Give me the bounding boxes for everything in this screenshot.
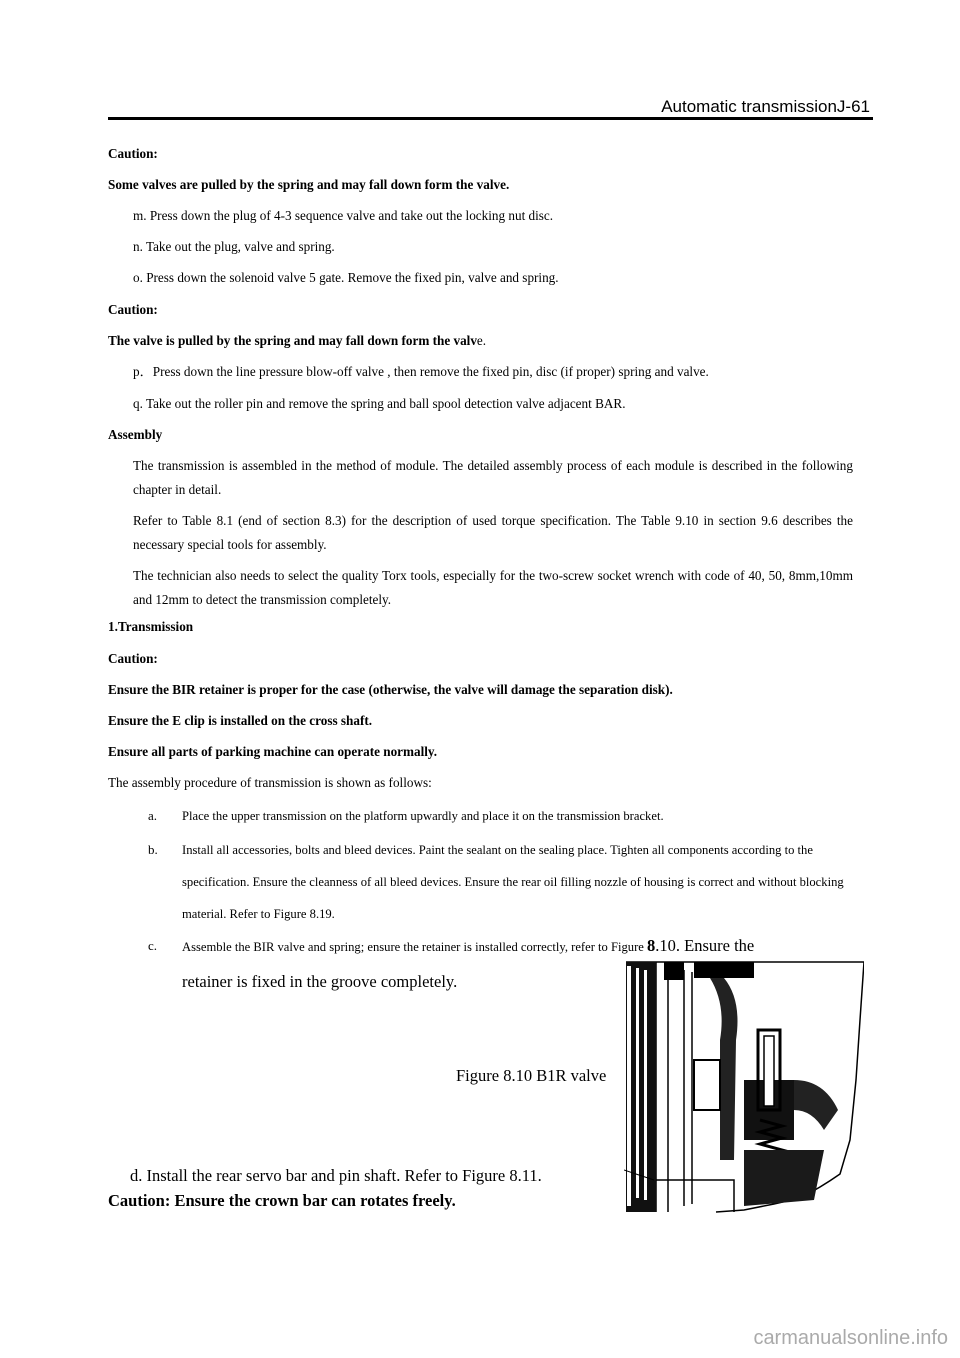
step-p: p．Press down the line pressure blow-off valve , then remove the fixed pin, disc (if proper) spring and valve. — [133, 364, 709, 379]
step-m: m. Press down the plug of 4-3 sequence valve and take out the locking nut disc. — [133, 208, 554, 223]
caution-text: Some valves are pulled by the spring and may fall down form the valve. — [108, 177, 510, 192]
step-q: q. Take out the roller pin and remove the spring and ball spool detection valve adjacent BAR. — [133, 396, 626, 411]
watermark: carmanualsonline.info — [753, 1327, 948, 1349]
section-heading-assembly: Assembly — [108, 427, 163, 442]
paragraph: Refer to Table 8.1 (end of section 8.3) for the description of used torque specification. The Table 9.10 in section 9.6 describes the necessary special tools for assembly. — [133, 513, 853, 552]
caution-heading: Caution: — [108, 651, 158, 666]
paragraph: The technician also needs to select the quality Torx tools, especially for the two-screw socket wrench with code of 40, 50, 8mm,10mm and 12mm to detect the transmission completely. — [133, 568, 853, 607]
caution-text: The valve is pulled by the spring and may fall down form the valve. — [108, 333, 487, 348]
page-header: Automatic transmissionJ-61 — [661, 97, 870, 116]
step-n: n. Take out the plug, valve and spring. — [133, 239, 335, 254]
list-label: c. — [148, 938, 158, 953]
procedure-intro: The assembly procedure of transmission is shown as follows: — [108, 775, 432, 790]
paragraph: The transmission is assembled in the method of module. The detailed assembly process of each module is described in the following chapter in detail. — [133, 458, 853, 497]
list-item-continued: retainer is fixed in the groove completely. — [182, 972, 458, 991]
section-heading-transmission: 1.Transmission — [108, 619, 194, 634]
caution-heading: Caution: — [108, 146, 158, 161]
list-item: Place the upper transmission on the platform upwardly and place it on the transmission bracket. — [182, 809, 664, 823]
caution-text: Ensure all parts of parking machine can operate normally. — [108, 744, 438, 759]
figure-caption: Figure 8.10 B1R valve — [456, 1066, 607, 1085]
caution-final: Caution: Ensure the crown bar can rotates freely. — [108, 1191, 456, 1210]
caution-text: Ensure the BIR retainer is proper for the case (otherwise, the valve will damage the separation disk). — [108, 682, 673, 697]
list-label: b. — [148, 842, 158, 857]
step-d: d. Install the rear servo bar and pin shaft. Refer to Figure 8.11. — [130, 1166, 542, 1185]
step-o: o. Press down the solenoid valve 5 gate. Remove the fixed pin, valve and spring. — [133, 270, 559, 285]
list-item: Assemble the BIR valve and spring; ensure the retainer is installed correctly, refer to Figure 8.10. Ensure the — [182, 936, 755, 955]
b1r-valve-figure — [624, 960, 864, 1215]
caution-heading: Caution: — [108, 302, 158, 317]
header-rule — [108, 117, 873, 120]
list-label: a. — [148, 808, 158, 823]
list-item: Install all accessories, bolts and bleed devices. Paint the sealant on the sealing place. Tighten all components according to the specification. Ensure the cleanness of all bleed devices. Ensure the rear oil filling nozzle of housing is correct and without blocking material. Refer to Figure 8.19. — [182, 843, 844, 921]
caution-text: Ensure the E clip is installed on the cross shaft. — [108, 713, 373, 728]
